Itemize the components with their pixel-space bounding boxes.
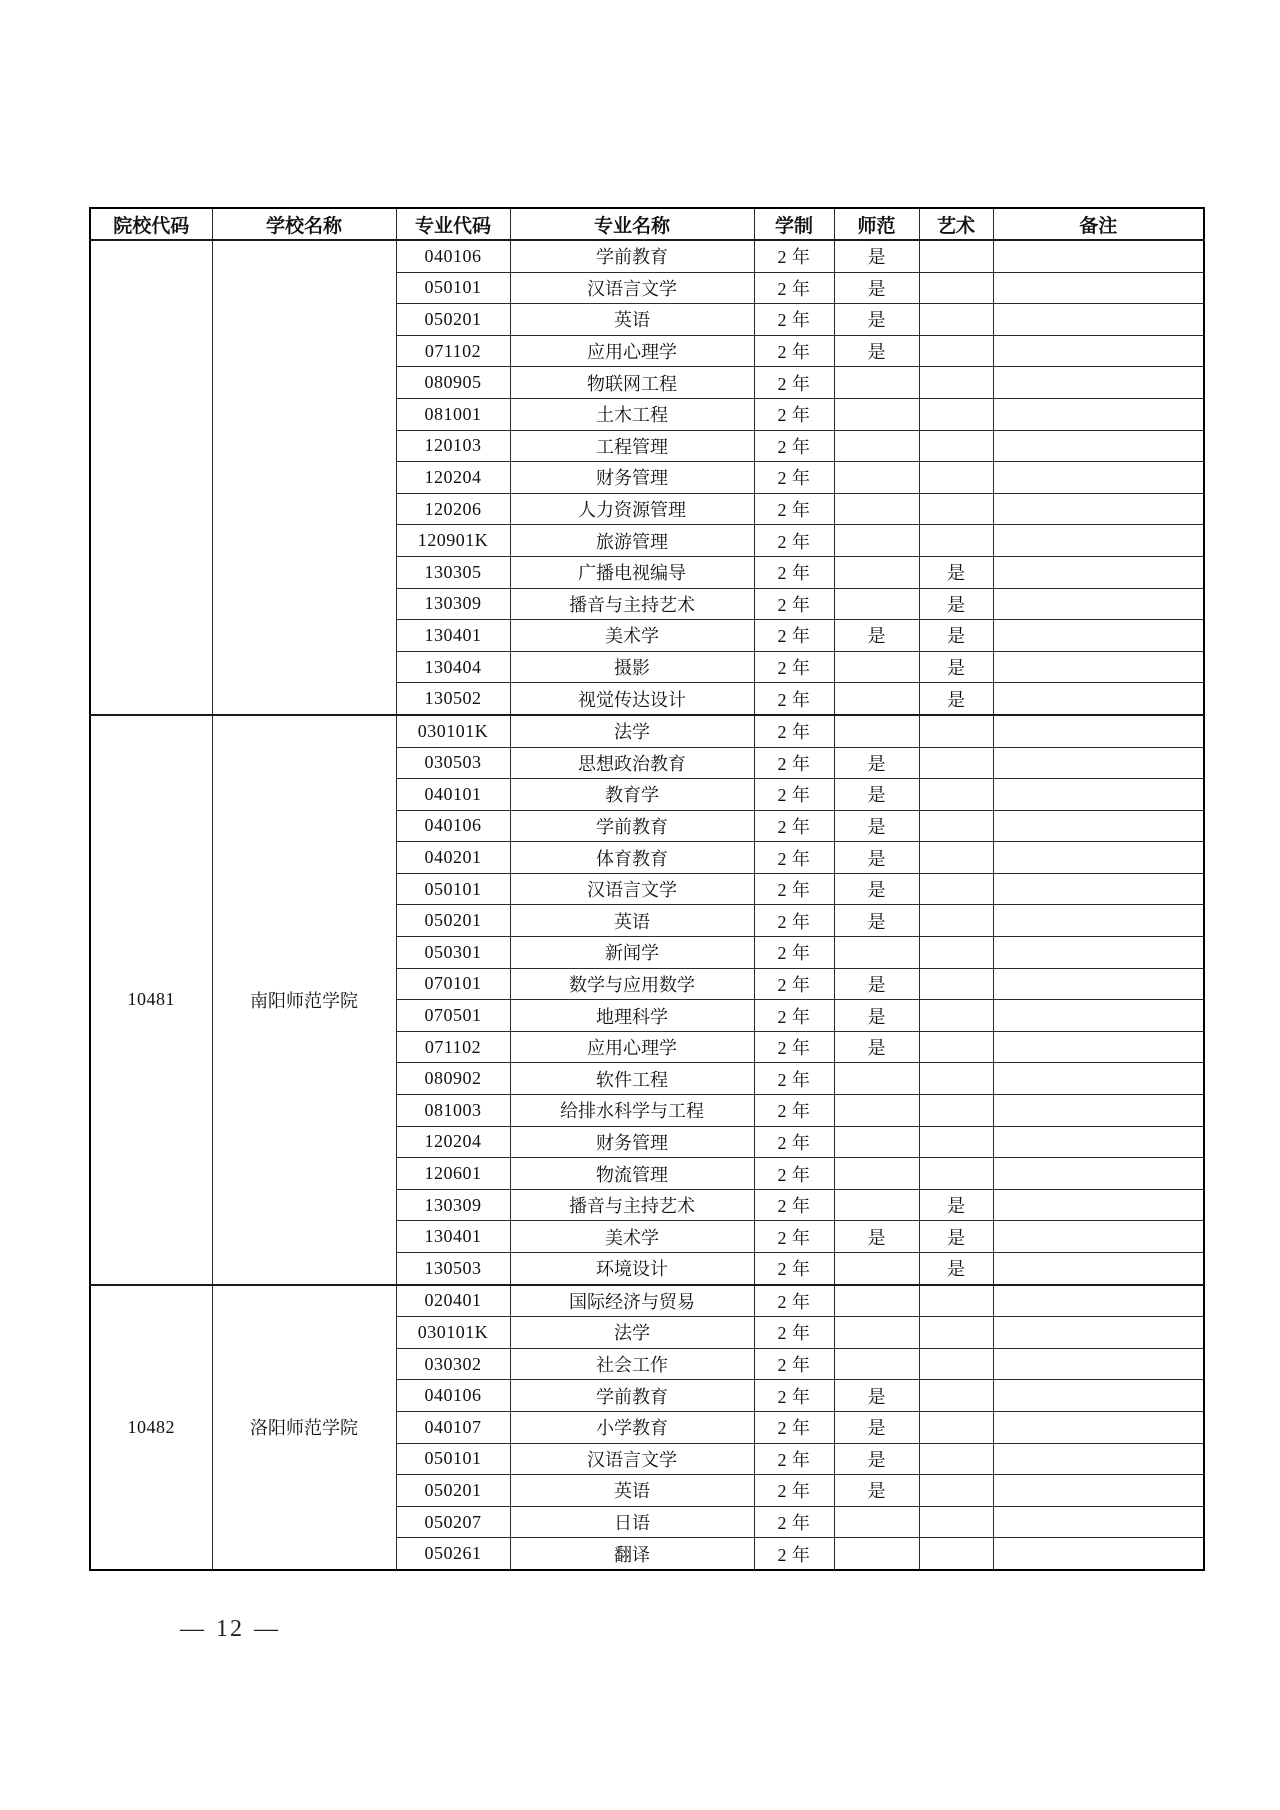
cell-major-code: 050301 <box>396 937 510 969</box>
cell-art <box>919 905 993 937</box>
cell-art <box>919 1126 993 1158</box>
cell-duration: 2 年 <box>754 240 834 272</box>
cell-normal <box>834 493 919 525</box>
cell-remark <box>993 651 1204 683</box>
cell-remark <box>993 1285 1204 1317</box>
cell-major-name: 体育教育 <box>510 842 754 874</box>
cell-remark <box>993 1189 1204 1221</box>
cell-duration: 2 年 <box>754 1253 834 1285</box>
cell-major-code: 120206 <box>396 493 510 525</box>
cell-art <box>919 779 993 811</box>
cell-duration: 2 年 <box>754 1063 834 1095</box>
cell-art <box>919 810 993 842</box>
cell-art <box>919 1317 993 1349</box>
cell-art <box>919 1506 993 1538</box>
cell-art <box>919 1538 993 1570</box>
cell-duration: 2 年 <box>754 1348 834 1380</box>
cell-major-code: 130404 <box>396 651 510 683</box>
table-row <box>90 240 1204 272</box>
cell-major-name: 旅游管理 <box>510 525 754 557</box>
cell-art <box>919 272 993 304</box>
cell-major-name: 日语 <box>510 1506 754 1538</box>
cell-normal <box>834 937 919 969</box>
cell-major-code: 050207 <box>396 1506 510 1538</box>
cell-normal <box>834 367 919 399</box>
cell-art <box>919 1285 993 1317</box>
cell-remark <box>993 462 1204 494</box>
cell-major-name: 法学 <box>510 715 754 747</box>
cell-institution-code <box>90 240 212 715</box>
cell-major-name: 数学与应用数学 <box>510 968 754 1000</box>
cell-normal: 是 <box>834 747 919 779</box>
cell-remark <box>993 272 1204 304</box>
cell-remark <box>993 683 1204 715</box>
column-header-major-code: 专业代码 <box>396 208 510 240</box>
cell-duration: 2 年 <box>754 968 834 1000</box>
cell-major-code: 120103 <box>396 430 510 462</box>
cell-normal: 是 <box>834 842 919 874</box>
cell-duration: 2 年 <box>754 398 834 430</box>
cell-normal <box>834 430 919 462</box>
cell-remark <box>993 367 1204 399</box>
cell-normal <box>834 588 919 620</box>
column-header-duration: 学制 <box>754 208 834 240</box>
cell-major-code: 050201 <box>396 304 510 336</box>
cell-art <box>919 1063 993 1095</box>
cell-major-name: 英语 <box>510 304 754 336</box>
cell-major-name: 物联网工程 <box>510 367 754 399</box>
cell-remark <box>993 620 1204 652</box>
cell-normal <box>834 1348 919 1380</box>
cell-major-code: 071102 <box>396 335 510 367</box>
cell-art: 是 <box>919 683 993 715</box>
cell-remark <box>993 493 1204 525</box>
cell-art <box>919 1443 993 1475</box>
cell-art: 是 <box>919 651 993 683</box>
cell-art <box>919 525 993 557</box>
cell-remark <box>993 715 1204 747</box>
cell-major-name: 财务管理 <box>510 462 754 494</box>
cell-duration: 2 年 <box>754 1538 834 1570</box>
cell-duration: 2 年 <box>754 937 834 969</box>
cell-duration: 2 年 <box>754 1000 834 1032</box>
cell-major-name: 学前教育 <box>510 240 754 272</box>
cell-duration: 2 年 <box>754 272 834 304</box>
cell-school-name: 洛阳师范学院 <box>212 1285 396 1570</box>
cell-normal <box>834 1158 919 1190</box>
cell-duration: 2 年 <box>754 525 834 557</box>
cell-major-code: 071102 <box>396 1031 510 1063</box>
cell-normal <box>834 1126 919 1158</box>
cell-art <box>919 398 993 430</box>
cell-art: 是 <box>919 588 993 620</box>
cell-normal <box>834 556 919 588</box>
cell-remark <box>993 556 1204 588</box>
cell-normal: 是 <box>834 968 919 1000</box>
cell-duration: 2 年 <box>754 1411 834 1443</box>
cell-remark <box>993 1063 1204 1095</box>
cell-normal: 是 <box>834 1031 919 1063</box>
cell-major-name: 英语 <box>510 1475 754 1507</box>
cell-major-code: 080905 <box>396 367 510 399</box>
cell-remark <box>993 1506 1204 1538</box>
cell-remark <box>993 905 1204 937</box>
cell-major-name: 环境设计 <box>510 1253 754 1285</box>
cell-major-name: 法学 <box>510 1317 754 1349</box>
cell-duration: 2 年 <box>754 1126 834 1158</box>
cell-remark <box>993 1475 1204 1507</box>
cell-duration: 2 年 <box>754 651 834 683</box>
cell-normal <box>834 1317 919 1349</box>
table-row <box>90 715 1204 747</box>
cell-major-code: 050101 <box>396 1443 510 1475</box>
cell-remark <box>993 747 1204 779</box>
cell-normal: 是 <box>834 1380 919 1412</box>
cell-art <box>919 493 993 525</box>
cell-art <box>919 304 993 336</box>
cell-major-name: 财务管理 <box>510 1126 754 1158</box>
cell-major-name: 翻译 <box>510 1538 754 1570</box>
cell-major-name: 国际经济与贸易 <box>510 1285 754 1317</box>
cell-major-code: 030101K <box>396 715 510 747</box>
cell-major-name: 汉语言文学 <box>510 873 754 905</box>
cell-major-name: 软件工程 <box>510 1063 754 1095</box>
cell-major-code: 120901K <box>396 525 510 557</box>
cell-major-code: 020401 <box>396 1285 510 1317</box>
cell-major-name: 播音与主持艺术 <box>510 1189 754 1221</box>
cell-art <box>919 430 993 462</box>
cell-remark <box>993 240 1204 272</box>
column-header-inst-code: 院校代码 <box>90 208 212 240</box>
cell-remark <box>993 1000 1204 1032</box>
cell-major-code: 130309 <box>396 588 510 620</box>
page-number <box>140 1616 320 1643</box>
cell-major-name: 教育学 <box>510 779 754 811</box>
cell-major-code: 120204 <box>396 1126 510 1158</box>
cell-remark <box>993 1443 1204 1475</box>
cell-remark <box>993 304 1204 336</box>
cell-normal <box>834 525 919 557</box>
cell-normal <box>834 398 919 430</box>
cell-remark <box>993 525 1204 557</box>
cell-major-name: 汉语言文学 <box>510 1443 754 1475</box>
cell-major-code: 050201 <box>396 905 510 937</box>
table-body <box>90 240 1204 1570</box>
cell-normal: 是 <box>834 1443 919 1475</box>
cell-remark <box>993 1095 1204 1127</box>
cell-duration: 2 年 <box>754 1285 834 1317</box>
cell-art <box>919 1158 993 1190</box>
cell-normal <box>834 462 919 494</box>
cell-remark <box>993 1538 1204 1570</box>
cell-major-code: 030503 <box>396 747 510 779</box>
cell-duration: 2 年 <box>754 810 834 842</box>
cell-major-code: 130305 <box>396 556 510 588</box>
cell-duration: 2 年 <box>754 683 834 715</box>
cell-art: 是 <box>919 620 993 652</box>
cell-institution-code: 10482 <box>90 1285 212 1570</box>
column-header-normal: 师范 <box>834 208 919 240</box>
page-number-value: 12 <box>216 1616 244 1642</box>
cell-school-name <box>212 240 396 715</box>
cell-normal: 是 <box>834 272 919 304</box>
cell-art: 是 <box>919 1189 993 1221</box>
majors-table-container <box>89 207 1203 1571</box>
cell-normal: 是 <box>834 873 919 905</box>
cell-art <box>919 1380 993 1412</box>
cell-school-name: 南阳师范学院 <box>212 715 396 1285</box>
cell-normal <box>834 651 919 683</box>
cell-major-name: 思想政治教育 <box>510 747 754 779</box>
cell-duration: 2 年 <box>754 905 834 937</box>
cell-major-code: 050101 <box>396 873 510 905</box>
cell-duration: 2 年 <box>754 747 834 779</box>
cell-major-code: 130401 <box>396 620 510 652</box>
cell-duration: 2 年 <box>754 1380 834 1412</box>
table-header-row <box>90 208 1204 240</box>
cell-remark <box>993 968 1204 1000</box>
header-row <box>90 208 1204 240</box>
cell-remark <box>993 1126 1204 1158</box>
cell-major-code: 050261 <box>396 1538 510 1570</box>
cell-art <box>919 462 993 494</box>
cell-major-code: 070501 <box>396 1000 510 1032</box>
cell-art <box>919 367 993 399</box>
cell-remark <box>993 430 1204 462</box>
cell-major-name: 学前教育 <box>510 1380 754 1412</box>
cell-normal <box>834 1285 919 1317</box>
cell-duration: 2 年 <box>754 556 834 588</box>
cell-art: 是 <box>919 556 993 588</box>
cell-duration: 2 年 <box>754 779 834 811</box>
cell-art <box>919 1000 993 1032</box>
cell-duration: 2 年 <box>754 304 834 336</box>
cell-major-code: 050201 <box>396 1475 510 1507</box>
cell-major-name: 新闻学 <box>510 937 754 969</box>
cell-art <box>919 1095 993 1127</box>
cell-normal: 是 <box>834 240 919 272</box>
cell-normal: 是 <box>834 335 919 367</box>
cell-major-code: 040106 <box>396 1380 510 1412</box>
cell-duration: 2 年 <box>754 1221 834 1253</box>
cell-major-name: 土木工程 <box>510 398 754 430</box>
cell-remark <box>993 1253 1204 1285</box>
cell-duration: 2 年 <box>754 620 834 652</box>
cell-duration: 2 年 <box>754 335 834 367</box>
cell-art: 是 <box>919 1253 993 1285</box>
cell-normal: 是 <box>834 620 919 652</box>
cell-major-code: 081003 <box>396 1095 510 1127</box>
cell-major-code: 040101 <box>396 779 510 811</box>
cell-major-code: 040106 <box>396 810 510 842</box>
cell-major-code: 080902 <box>396 1063 510 1095</box>
cell-major-name: 人力资源管理 <box>510 493 754 525</box>
cell-major-name: 地理科学 <box>510 1000 754 1032</box>
cell-art <box>919 842 993 874</box>
cell-normal: 是 <box>834 810 919 842</box>
cell-major-name: 小学教育 <box>510 1411 754 1443</box>
cell-normal <box>834 1253 919 1285</box>
cell-duration: 2 年 <box>754 1475 834 1507</box>
cell-major-name: 学前教育 <box>510 810 754 842</box>
cell-major-code: 040201 <box>396 842 510 874</box>
cell-duration: 2 年 <box>754 462 834 494</box>
cell-remark <box>993 398 1204 430</box>
cell-major-code: 040106 <box>396 240 510 272</box>
cell-remark <box>993 1380 1204 1412</box>
cell-major-code: 081001 <box>396 398 510 430</box>
cell-normal <box>834 1189 919 1221</box>
cell-duration: 2 年 <box>754 1158 834 1190</box>
majors-table <box>89 207 1205 1571</box>
cell-art <box>919 1411 993 1443</box>
cell-major-name: 视觉传达设计 <box>510 683 754 715</box>
cell-major-code: 120204 <box>396 462 510 494</box>
cell-art <box>919 240 993 272</box>
cell-remark <box>993 588 1204 620</box>
column-header-art: 艺术 <box>919 208 993 240</box>
cell-remark <box>993 779 1204 811</box>
cell-remark <box>993 810 1204 842</box>
cell-normal <box>834 1095 919 1127</box>
cell-art <box>919 937 993 969</box>
cell-major-name: 应用心理学 <box>510 335 754 367</box>
cell-normal: 是 <box>834 1221 919 1253</box>
cell-normal: 是 <box>834 1475 919 1507</box>
cell-major-code: 130503 <box>396 1253 510 1285</box>
cell-major-name: 广播电视编导 <box>510 556 754 588</box>
cell-normal <box>834 1506 919 1538</box>
cell-major-name: 播音与主持艺术 <box>510 588 754 620</box>
cell-major-name: 社会工作 <box>510 1348 754 1380</box>
cell-normal <box>834 1063 919 1095</box>
cell-duration: 2 年 <box>754 1189 834 1221</box>
cell-normal <box>834 683 919 715</box>
cell-art <box>919 335 993 367</box>
cell-major-name: 英语 <box>510 905 754 937</box>
cell-duration: 2 年 <box>754 430 834 462</box>
cell-major-code: 130502 <box>396 683 510 715</box>
cell-major-code: 030302 <box>396 1348 510 1380</box>
cell-major-code: 070101 <box>396 968 510 1000</box>
cell-normal <box>834 715 919 747</box>
cell-major-name: 摄影 <box>510 651 754 683</box>
cell-major-code: 030101K <box>396 1317 510 1349</box>
cell-institution-code: 10481 <box>90 715 212 1285</box>
cell-duration: 2 年 <box>754 1095 834 1127</box>
cell-major-code: 130309 <box>396 1189 510 1221</box>
cell-major-name: 应用心理学 <box>510 1031 754 1063</box>
cell-major-name: 给排水科学与工程 <box>510 1095 754 1127</box>
cell-normal: 是 <box>834 304 919 336</box>
page-number-dash-left: — <box>180 1616 206 1642</box>
cell-normal: 是 <box>834 1411 919 1443</box>
column-header-school: 学校名称 <box>212 208 396 240</box>
cell-art <box>919 968 993 1000</box>
cell-remark <box>993 1031 1204 1063</box>
cell-remark <box>993 1317 1204 1349</box>
cell-duration: 2 年 <box>754 1031 834 1063</box>
cell-art <box>919 1475 993 1507</box>
cell-remark <box>993 1158 1204 1190</box>
cell-major-code: 040107 <box>396 1411 510 1443</box>
cell-normal: 是 <box>834 1000 919 1032</box>
cell-art <box>919 1348 993 1380</box>
cell-duration: 2 年 <box>754 1443 834 1475</box>
cell-major-name: 美术学 <box>510 620 754 652</box>
cell-remark <box>993 842 1204 874</box>
cell-art <box>919 747 993 779</box>
cell-art: 是 <box>919 1221 993 1253</box>
cell-major-code: 130401 <box>396 1221 510 1253</box>
cell-duration: 2 年 <box>754 493 834 525</box>
cell-major-name: 物流管理 <box>510 1158 754 1190</box>
cell-duration: 2 年 <box>754 588 834 620</box>
cell-normal <box>834 1538 919 1570</box>
cell-art <box>919 873 993 905</box>
cell-duration: 2 年 <box>754 715 834 747</box>
cell-art <box>919 715 993 747</box>
cell-remark <box>993 1411 1204 1443</box>
column-header-remark: 备注 <box>993 208 1204 240</box>
cell-normal: 是 <box>834 779 919 811</box>
cell-remark <box>993 937 1204 969</box>
cell-remark <box>993 335 1204 367</box>
cell-art <box>919 1031 993 1063</box>
cell-major-code: 120601 <box>396 1158 510 1190</box>
table-row <box>90 1285 1204 1317</box>
cell-duration: 2 年 <box>754 367 834 399</box>
cell-duration: 2 年 <box>754 1506 834 1538</box>
cell-major-name: 工程管理 <box>510 430 754 462</box>
column-header-major-name: 专业名称 <box>510 208 754 240</box>
cell-normal: 是 <box>834 905 919 937</box>
cell-major-name: 美术学 <box>510 1221 754 1253</box>
cell-remark <box>993 1348 1204 1380</box>
cell-major-code: 050101 <box>396 272 510 304</box>
page-number-dash-right: — <box>254 1616 280 1642</box>
cell-major-name: 汉语言文学 <box>510 272 754 304</box>
cell-duration: 2 年 <box>754 1317 834 1349</box>
cell-duration: 2 年 <box>754 873 834 905</box>
cell-remark <box>993 1221 1204 1253</box>
cell-duration: 2 年 <box>754 842 834 874</box>
cell-remark <box>993 873 1204 905</box>
